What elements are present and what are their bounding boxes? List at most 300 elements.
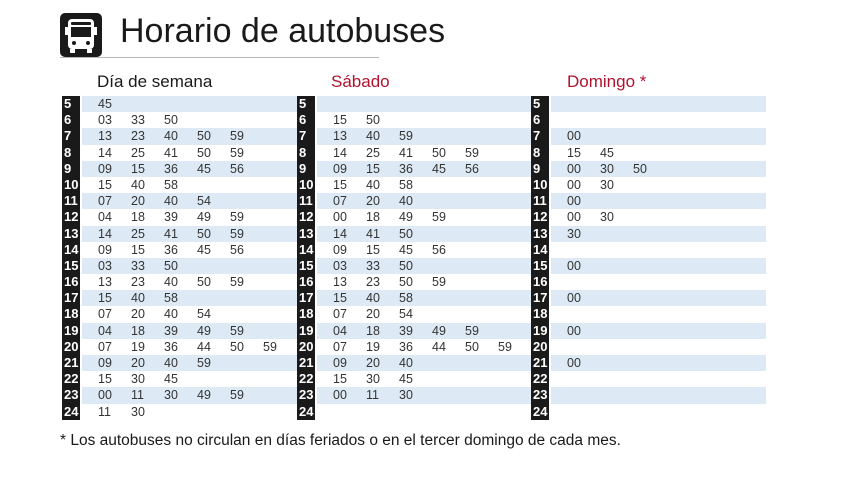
departure-minute: 59 [230, 388, 244, 403]
departure-minute: 00 [567, 356, 581, 370]
minutes-cell [317, 339, 532, 355]
table-row [62, 258, 297, 274]
table-row [531, 290, 766, 306]
minutes-cell [317, 306, 532, 322]
departure-minute: 59 [498, 339, 512, 354]
departure-minute: 00 [567, 291, 581, 306]
table-row [531, 177, 766, 193]
hour-label: 17 [533, 290, 548, 306]
table-row [62, 145, 297, 161]
table-row [297, 209, 532, 225]
departure-minute: 50 [197, 226, 211, 241]
hour-label: 10 [299, 176, 314, 192]
table-row [531, 371, 766, 387]
departure-minute: 49 [197, 323, 211, 338]
footnote: * Los autobuses no circulan en días feriados o en el tercer domingo de cada mes. [60, 432, 621, 449]
minutes-cell [551, 258, 766, 274]
hour-label: 10 [533, 176, 548, 192]
departure-minute: 20 [131, 194, 145, 209]
table-row [297, 145, 532, 161]
minutes-cell [317, 355, 532, 371]
table-row [531, 404, 766, 420]
table-row [531, 128, 766, 144]
departure-minute: 30 [164, 388, 178, 403]
minutes-cell [551, 96, 766, 112]
minutes-cell [82, 161, 297, 177]
departure-minute: 07 [333, 307, 347, 322]
departure-minute: 40 [399, 194, 413, 209]
hour-label: 21 [64, 355, 79, 370]
departure-minute: 00 [333, 210, 347, 225]
departure-minute: 54 [197, 307, 211, 322]
day-title-sunday: Domingo * [567, 72, 647, 91]
table-row [531, 306, 766, 322]
minutes-cell [82, 371, 297, 387]
hour-label: 17 [64, 290, 79, 306]
departure-minute: 14 [98, 226, 112, 241]
departure-minute: 45 [98, 97, 112, 111]
departure-minute: 59 [230, 323, 244, 338]
hour-label: 12 [299, 209, 314, 225]
departure-minute: 58 [164, 177, 178, 192]
table-row [531, 226, 766, 242]
table-row [531, 387, 766, 403]
minutes-cell [82, 387, 297, 403]
departure-minute: 45 [600, 145, 614, 160]
departure-minute: 09 [98, 356, 112, 370]
departure-minute: 39 [164, 323, 178, 338]
departure-minute: 14 [333, 145, 347, 160]
minutes-cell [82, 323, 297, 339]
minutes-cell [551, 274, 766, 290]
departure-minute: 45 [399, 242, 413, 257]
table-row [531, 274, 766, 290]
hour-label: 24 [299, 403, 314, 419]
minutes-cell [82, 177, 297, 193]
hour-label: 14 [533, 241, 548, 257]
hour-label: 19 [299, 322, 314, 338]
minutes-cell [317, 226, 532, 242]
departure-minute: 49 [432, 323, 446, 338]
departure-minute: 00 [567, 177, 581, 192]
minutes-cell [551, 290, 766, 306]
table-row [297, 258, 532, 274]
minutes-cell [551, 371, 766, 387]
departure-minute: 09 [333, 356, 347, 370]
departure-minute: 40 [366, 177, 380, 192]
minutes-cell [317, 96, 532, 112]
departure-minute: 41 [366, 226, 380, 241]
departure-minute: 50 [230, 339, 244, 354]
departure-minute: 40 [164, 356, 178, 370]
departure-minute: 44 [432, 339, 446, 354]
departure-minute: 40 [366, 129, 380, 144]
table-row [531, 145, 766, 161]
timetable-sunday [531, 96, 766, 420]
minutes-cell [317, 177, 532, 193]
departure-minute: 50 [399, 258, 413, 273]
hour-label: 8 [297, 145, 315, 161]
table-row [531, 161, 766, 177]
departure-minute: 50 [197, 145, 211, 160]
minutes-cell [82, 145, 297, 161]
hour-label: 18 [533, 306, 548, 322]
departure-minute: 49 [197, 210, 211, 225]
hour-label: 19 [533, 322, 548, 338]
departure-minute: 30 [366, 372, 380, 387]
departure-minute: 36 [164, 339, 178, 354]
minutes-cell [551, 387, 766, 403]
hour-label: 9 [297, 161, 315, 177]
minutes-cell [82, 258, 297, 274]
hour-label: 13 [64, 225, 79, 241]
departure-minute: 15 [98, 291, 112, 306]
departure-minute: 00 [567, 323, 581, 338]
departure-minute: 59 [465, 145, 479, 160]
minutes-cell [317, 161, 532, 177]
departure-minute: 20 [366, 194, 380, 209]
hour-label: 13 [299, 225, 314, 241]
minutes-cell [82, 193, 297, 209]
departure-minute: 04 [98, 210, 112, 225]
departure-minute: 00 [567, 161, 581, 176]
departure-minute: 09 [333, 161, 347, 176]
hour-label: 9 [62, 161, 80, 177]
departure-minute: 45 [164, 372, 178, 387]
departure-minute: 07 [98, 339, 112, 354]
hour-label: 15 [64, 257, 79, 273]
departure-minute: 40 [164, 194, 178, 209]
departure-minute: 59 [465, 323, 479, 338]
departure-minute: 15 [333, 372, 347, 387]
minutes-cell [551, 339, 766, 355]
hour-label: 15 [299, 257, 314, 273]
minutes-cell [317, 274, 532, 290]
minutes-cell [82, 306, 297, 322]
table-row [297, 242, 532, 258]
departure-minute: 00 [333, 388, 347, 403]
minutes-cell [317, 290, 532, 306]
minutes-cell [82, 404, 297, 420]
departure-minute: 23 [131, 129, 145, 144]
departure-minute: 14 [333, 226, 347, 241]
table-row [531, 355, 766, 371]
minutes-cell [317, 242, 532, 258]
departure-minute: 40 [366, 291, 380, 306]
hour-label: 10 [64, 176, 79, 192]
departure-minute: 50 [432, 145, 446, 160]
departure-minute: 30 [600, 161, 614, 176]
page-title: Horario de autobuses [120, 12, 446, 50]
departure-minute: 15 [131, 242, 145, 257]
hour-label: 14 [64, 241, 79, 257]
table-row [531, 323, 766, 339]
hour-label: 11 [297, 193, 315, 209]
minutes-cell [551, 177, 766, 193]
minutes-cell [317, 145, 532, 161]
departure-minute: 56 [230, 242, 244, 257]
table-row [531, 193, 766, 209]
minutes-cell [551, 323, 766, 339]
table-row [531, 209, 766, 225]
departure-minute: 00 [98, 388, 112, 403]
departure-minute: 30 [600, 177, 614, 192]
table-row [297, 193, 532, 209]
table-row [531, 242, 766, 258]
departure-minute: 30 [399, 388, 413, 403]
hour-label: 5 [531, 96, 549, 112]
departure-minute: 15 [366, 161, 380, 176]
departure-minute: 36 [399, 161, 413, 176]
departure-minute: 50 [164, 113, 178, 128]
departure-minute: 18 [366, 323, 380, 338]
departure-minute: 44 [197, 339, 211, 354]
departure-minute: 59 [230, 275, 244, 290]
hour-label: 23 [64, 387, 79, 403]
hour-label: 13 [533, 225, 548, 241]
departure-minute: 50 [399, 226, 413, 241]
table-row [62, 355, 297, 371]
departure-minute: 20 [366, 356, 380, 370]
departure-minute: 50 [197, 275, 211, 290]
table-row [62, 112, 297, 128]
minutes-cell [551, 306, 766, 322]
header [60, 10, 446, 62]
minutes-cell [82, 226, 297, 242]
departure-minute: 20 [131, 307, 145, 322]
departure-minute: 13 [98, 129, 112, 144]
hour-label: 20 [64, 338, 79, 354]
minutes-cell [317, 193, 532, 209]
table-row [297, 177, 532, 193]
hour-label: 23 [299, 387, 314, 403]
minutes-cell [551, 209, 766, 225]
departure-minute: 19 [131, 339, 145, 354]
departure-minute: 13 [98, 275, 112, 290]
departure-minute: 58 [399, 291, 413, 306]
minutes-cell [551, 193, 766, 209]
table-row [62, 226, 297, 242]
departure-minute: 39 [164, 210, 178, 225]
departure-minute: 40 [131, 291, 145, 306]
title-divider [60, 57, 379, 58]
hour-label: 24 [533, 403, 548, 419]
minutes-cell [317, 209, 532, 225]
table-row [297, 226, 532, 242]
departure-minute: 59 [230, 210, 244, 225]
minutes-cell [82, 290, 297, 306]
departure-minute: 58 [399, 177, 413, 192]
departure-minute: 20 [366, 307, 380, 322]
hour-label: 24 [64, 403, 79, 419]
minutes-cell [82, 96, 297, 112]
departure-minute: 59 [399, 129, 413, 144]
departure-minute: 59 [263, 339, 277, 354]
hour-label: 6 [297, 112, 315, 128]
minutes-cell [82, 242, 297, 258]
hour-label: 14 [299, 241, 314, 257]
table-row [62, 193, 297, 209]
departure-minute: 03 [333, 258, 347, 273]
departure-minute: 11 [366, 388, 379, 403]
table-row [62, 96, 297, 112]
minutes-cell [317, 128, 532, 144]
departure-minute: 25 [366, 145, 380, 160]
departure-minute: 40 [164, 275, 178, 290]
hour-label: 5 [297, 96, 315, 112]
departure-minute: 59 [432, 210, 446, 225]
departure-minute: 39 [399, 323, 413, 338]
departure-minute: 54 [197, 194, 211, 209]
hour-label: 15 [533, 257, 548, 273]
departure-minute: 56 [432, 242, 446, 257]
departure-minute: 40 [131, 177, 145, 192]
departure-minute: 14 [98, 145, 112, 160]
minutes-cell [317, 112, 532, 128]
departure-minute: 36 [399, 339, 413, 354]
departure-minute: 54 [399, 307, 413, 322]
minutes-cell [317, 404, 532, 420]
minutes-cell [82, 355, 297, 371]
departure-minute: 15 [98, 177, 112, 192]
departure-minute: 23 [131, 275, 145, 290]
hour-label: 22 [533, 371, 548, 387]
hour-label: 6 [531, 112, 549, 128]
hour-label: 12 [533, 209, 548, 225]
departure-minute: 00 [567, 129, 581, 144]
departure-minute: 30 [600, 210, 614, 225]
minutes-cell [551, 128, 766, 144]
table-row [297, 404, 532, 420]
departure-minute: 07 [98, 194, 112, 209]
departure-minute: 15 [333, 113, 347, 128]
departure-minute: 49 [399, 210, 413, 225]
departure-minute: 45 [432, 161, 446, 176]
hour-label: 7 [297, 128, 315, 144]
hour-label: 21 [533, 355, 548, 370]
departure-minute: 41 [164, 226, 178, 241]
hour-label: 22 [64, 371, 79, 387]
departure-minute: 30 [567, 226, 581, 241]
minutes-cell [82, 209, 297, 225]
departure-minute: 59 [230, 129, 244, 144]
hour-label: 22 [299, 371, 314, 387]
hour-label: 9 [531, 161, 549, 177]
departure-minute: 07 [333, 339, 347, 354]
departure-minute: 09 [98, 242, 112, 257]
departure-minute: 36 [164, 242, 178, 257]
table-row [297, 161, 532, 177]
departure-minute: 13 [333, 129, 347, 144]
table-row [62, 209, 297, 225]
minutes-cell [551, 355, 766, 371]
table-row [297, 323, 532, 339]
departure-minute: 50 [366, 113, 380, 128]
hour-label: 16 [64, 274, 79, 290]
table-row [531, 112, 766, 128]
hour-label: 6 [62, 112, 80, 128]
departure-minute: 25 [131, 226, 145, 241]
day-title-saturday: Sábado [331, 72, 390, 91]
departure-minute: 18 [131, 210, 145, 225]
departure-minute: 33 [131, 113, 145, 128]
table-row [62, 290, 297, 306]
departure-minute: 00 [567, 210, 581, 225]
departure-minute: 45 [197, 161, 211, 176]
minutes-cell [317, 371, 532, 387]
departure-minute: 36 [164, 161, 178, 176]
table-row [62, 177, 297, 193]
minutes-cell [317, 323, 532, 339]
departure-minute: 09 [98, 161, 112, 176]
hour-label: 11 [531, 193, 549, 209]
table-row [62, 306, 297, 322]
departure-minute: 00 [567, 194, 581, 209]
departure-minute: 30 [131, 372, 145, 387]
departure-minute: 33 [366, 258, 380, 273]
table-row [62, 404, 297, 420]
table-row [297, 112, 532, 128]
departure-minute: 50 [633, 161, 647, 176]
hour-label: 19 [64, 322, 79, 338]
departure-minute: 30 [131, 404, 145, 419]
minutes-cell [551, 145, 766, 161]
table-row [62, 128, 297, 144]
departure-minute: 03 [98, 113, 112, 128]
departure-minute: 59 [197, 356, 211, 370]
departure-minute: 40 [164, 307, 178, 322]
minutes-cell [551, 242, 766, 258]
hour-label: 21 [299, 355, 314, 370]
hour-label: 7 [531, 128, 549, 144]
departure-minute: 18 [131, 323, 145, 338]
departure-minute: 50 [399, 275, 413, 290]
departure-minute: 07 [333, 194, 347, 209]
departure-minute: 11 [98, 404, 111, 419]
hour-label: 12 [64, 209, 79, 225]
departure-minute: 03 [98, 258, 112, 273]
departure-minute: 19 [366, 339, 380, 354]
table-row [62, 323, 297, 339]
minutes-cell [551, 161, 766, 177]
table-row [531, 339, 766, 355]
departure-minute: 40 [164, 129, 178, 144]
departure-minute: 49 [197, 388, 211, 403]
minutes-cell [317, 258, 532, 274]
table-row [62, 387, 297, 403]
table-row [62, 339, 297, 355]
hour-label: 18 [299, 306, 314, 322]
departure-minute: 15 [366, 242, 380, 257]
minutes-cell [551, 112, 766, 128]
timetable-saturday [297, 96, 532, 420]
departure-minute: 41 [164, 145, 178, 160]
table-row [297, 339, 532, 355]
minutes-cell [551, 226, 766, 242]
table-row [297, 128, 532, 144]
departure-minute: 45 [197, 242, 211, 257]
hour-label: 16 [533, 274, 548, 290]
departure-minute: 59 [432, 275, 446, 290]
departure-minute: 13 [333, 275, 347, 290]
table-row [62, 242, 297, 258]
day-title-weekday: Día de semana [97, 72, 213, 91]
table-row [531, 96, 766, 112]
table-row [297, 306, 532, 322]
departure-minute: 45 [399, 372, 413, 387]
departure-minute: 59 [230, 145, 244, 160]
departure-minute: 25 [131, 145, 145, 160]
